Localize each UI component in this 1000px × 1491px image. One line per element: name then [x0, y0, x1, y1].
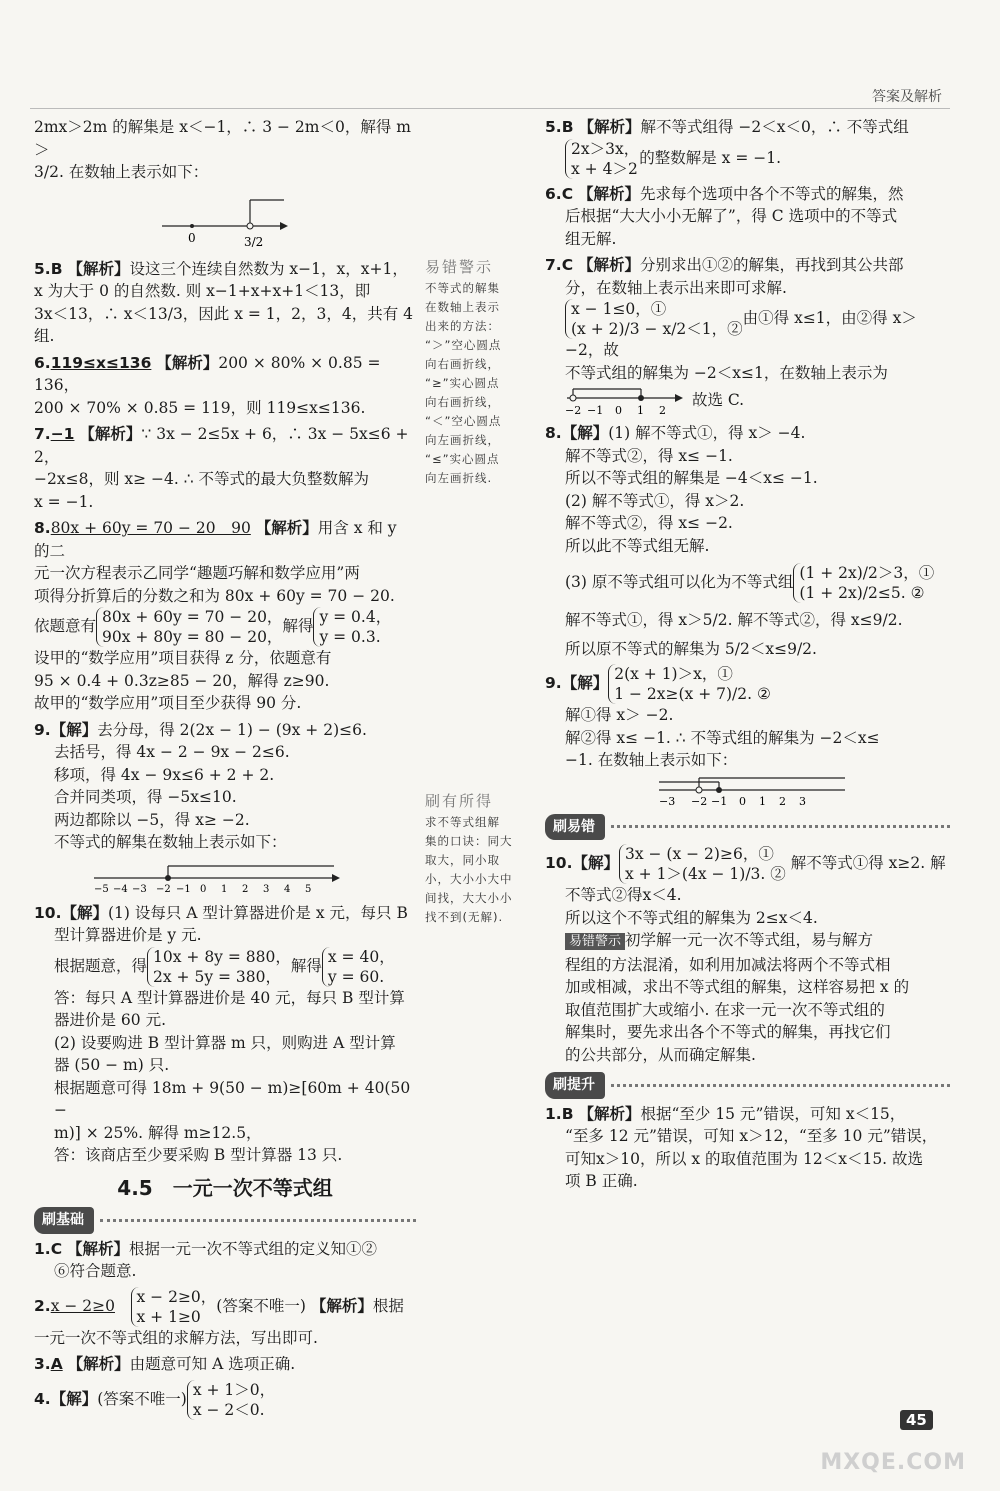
- text-line: 根据一元一次不等式组的定义知①②: [129, 1239, 378, 1258]
- question-number: 8.: [34, 519, 51, 537]
- side-note-line: 向右画折线，: [425, 357, 500, 371]
- analysis-tag: 【解析】: [578, 118, 641, 136]
- section-band: [545, 814, 950, 841]
- text-line: “至多 12 元”错误，可知 x＞12，“至多 10 元”错误，: [565, 1127, 938, 1145]
- side-note-line: “≤”实心圆点: [425, 452, 500, 466]
- text-line: (2) 设要购进 B 型计算器 m 只，则购进 A 型计算: [54, 1033, 396, 1052]
- text-line: x 为大于 0 的自然数. 则 x−1+x+x+1＜13，即: [34, 282, 371, 300]
- solution-tag: 【解】: [561, 424, 609, 442]
- analysis-tag: 【解析】: [67, 259, 130, 278]
- text-line: 用含 x 和 y 的二: [34, 519, 402, 560]
- text-line: −1. 在数轴上表示如下：: [565, 751, 738, 769]
- question-number: 1.: [34, 1239, 51, 1258]
- question-10: [545, 844, 950, 884]
- section-band: [34, 1207, 416, 1234]
- solution-tag: 【解】: [50, 720, 98, 739]
- answer: A: [50, 1355, 63, 1373]
- side-note-line: 向右画折线，: [425, 395, 500, 409]
- equation: (1 + 2x)/2＞3，①: [799, 564, 935, 582]
- equation: x + 4＞2: [571, 159, 638, 178]
- tick-label: 1: [637, 404, 644, 417]
- tick-label: −1: [587, 404, 604, 417]
- text-line: 不等式组的解集为 −2＜x≤1，在数轴上表示为: [565, 363, 888, 382]
- analysis-tag: 【解析】: [578, 1104, 641, 1123]
- equation: y = 0.3.: [319, 628, 381, 646]
- equation: y = 60.: [327, 967, 385, 986]
- section-title: 4.5 一元一次不等式组: [117, 1175, 333, 1200]
- equation-system: [545, 299, 950, 362]
- analysis-tag: 【解析】: [79, 425, 142, 443]
- text-line: 由①得 x≤1，由②得 x＞ −2，故: [565, 309, 917, 359]
- text-line: 根据: [372, 1296, 404, 1315]
- equation: 90x + 80y = 80 − 20，: [102, 628, 283, 646]
- analysis-tag: 【解析】: [67, 1239, 130, 1258]
- text-line: 3/2. 在数轴上表示如下：: [34, 163, 209, 181]
- mistake-warning-label: 易错警示: [565, 933, 625, 950]
- side-note-line: 向左画折线.: [425, 471, 493, 485]
- tick-label: 0: [739, 794, 746, 808]
- text-line: 加或相减，求出不等式组的解集，这样容易把 x 的: [565, 978, 910, 996]
- answer: −1: [50, 425, 75, 443]
- equation: 1 − 2x≥(x + 7)/2. ②: [614, 685, 771, 703]
- equation-system: [545, 139, 950, 179]
- text-label: 解得: [290, 956, 322, 975]
- question-number: 7.: [545, 256, 562, 274]
- band-divider: [611, 1084, 950, 1087]
- tick-label: −3: [132, 883, 147, 895]
- text-line: 合并同类项，得 −5x≤10.: [54, 788, 237, 806]
- section-band: [545, 1072, 950, 1099]
- tick-label: 0: [188, 230, 196, 245]
- side-note-line: 找不到(无解).: [425, 910, 504, 924]
- text-line: 取值范围扩大或缩小. 在求一元一次不等式组的: [565, 1000, 885, 1019]
- text-line: 3x＜13，∴ x＜13/3，因此 x = 1，2，3，4，共有 4 组.: [34, 304, 418, 345]
- question-number: 9.: [545, 674, 562, 692]
- analysis-tag: 【解析】: [578, 256, 641, 274]
- question-number: 6.: [545, 184, 562, 203]
- solution-tag: 【解】: [61, 903, 108, 922]
- text-label: 解得: [282, 617, 314, 635]
- text-line: 解不等式组得 −2＜x＜0，∴ 不等式组: [640, 118, 909, 136]
- tick-label: 2: [242, 883, 249, 895]
- text-line: 解不等式①，得 x＞5/2. 解不等式②，得 x≤9/2.: [565, 611, 903, 629]
- text-line: x = −1.: [34, 492, 94, 511]
- band-divider: [100, 1219, 416, 1222]
- tick-label: −5: [94, 883, 109, 895]
- note: (答案不唯一): [216, 1296, 306, 1315]
- equation: 2x＞3x，: [571, 139, 640, 158]
- text-line: 故甲的“数学应用”项目至少获得 90 分.: [34, 694, 302, 712]
- text-line: 根据题意可得 18m + 9(50 − m)≥[60m + 40(50 −: [54, 1078, 416, 1119]
- text-line: 组无解.: [565, 229, 617, 248]
- tick-label: 0: [200, 883, 207, 895]
- side-note-line: 在数轴上表示: [425, 300, 500, 314]
- text-line: 解不等式②，得 x≤ −1.: [565, 446, 733, 465]
- answer: 80x + 60y = 70 − 20 90: [50, 519, 251, 537]
- question-2: [34, 1287, 416, 1327]
- side-note-line: 取大，同小取: [425, 853, 500, 867]
- side-note-line: 出来的方法：: [425, 319, 500, 333]
- question-number: 9.: [34, 720, 51, 739]
- equation-system: [34, 607, 416, 647]
- text-line: 两边都除以 −5，得 x≥ −2.: [54, 810, 250, 829]
- text-line: 200 × 80% × 0.85 = 136，: [34, 353, 386, 394]
- equation: (x + 2)/3 − x/2＜1，②: [571, 320, 743, 338]
- tick-label: 0: [615, 404, 622, 417]
- text-line: 分，在数轴上表示出来即可求解.: [565, 278, 787, 297]
- question-number: 2.: [34, 1296, 51, 1315]
- question-number: 3.: [34, 1355, 51, 1373]
- answer: B: [561, 1104, 574, 1123]
- tick-label: −4: [113, 883, 128, 895]
- side-note-line: “＜”空心圆点: [425, 414, 502, 428]
- header-rule: [30, 108, 950, 109]
- equation-system: [565, 563, 950, 603]
- answer: C: [50, 1239, 63, 1258]
- text-line: 去括号，得 4x − 2 − 9x − 2≤6.: [54, 743, 290, 761]
- number-line-3: [565, 384, 687, 418]
- text-line: ⑥符合题意.: [54, 1262, 137, 1280]
- equation: y = 0.4，: [319, 608, 392, 626]
- number-line-1: [34, 190, 264, 252]
- tick-label: −2: [156, 883, 171, 895]
- band-label: 刷基础: [34, 1207, 94, 1234]
- question-9: [545, 664, 950, 704]
- question-number: 5.: [545, 118, 562, 136]
- side-note-title: 易错警示: [425, 258, 494, 276]
- solution-tag: 【解】: [50, 1389, 98, 1408]
- tick-label: 1: [221, 883, 228, 895]
- tick-label: 2: [779, 794, 786, 808]
- text-line: (1) 设每只 A 型计算器进价是 x 元，每只 B: [107, 903, 408, 922]
- text-line: (1) 解不等式①，得 x＞ −4.: [608, 424, 806, 442]
- text-label: 根据题意，得: [54, 956, 148, 975]
- text-line: −2x≤8，则 x≥ −4. ∴ 不等式的最大负整数解为: [34, 470, 370, 488]
- equation: x − 2＜0.: [192, 1400, 265, 1419]
- number-line-row: [545, 384, 950, 418]
- text-line: 根据“至少 15 元”错误，可知 x＜15，: [640, 1104, 906, 1123]
- text-line: 200 × 70% × 0.85 = 119，则 119≤x≤136.: [34, 398, 366, 417]
- answer: B: [561, 118, 574, 136]
- text-line: 器进价是 60 元.: [54, 1011, 167, 1029]
- equation: 10x + 8y = 880，: [153, 947, 291, 966]
- text-line: 去分母，得 2(2x − 1) − (9x + 2)≤6.: [97, 720, 367, 739]
- side-note-line: 小，大小小大中: [425, 872, 513, 886]
- equation: x − 2≥0，: [136, 1287, 217, 1306]
- analysis-tag: 【解析】: [310, 1296, 373, 1315]
- text-line: 解①得 x＞ −2.: [565, 706, 674, 724]
- equation: x + 1≥0: [136, 1307, 201, 1326]
- text-line: 项得分折算后的分数之和为 80x + 60y = 70 − 20.: [34, 586, 395, 605]
- equation: x − 1≤0，①: [571, 300, 667, 318]
- text-line: m)] × 25%. 解得 m≥12.5，: [54, 1123, 262, 1142]
- question-number: 10.: [545, 854, 573, 872]
- equation-system: [54, 947, 416, 987]
- text-line: ∵ 3x − 2≤5x + 6，∴ 3x − 5x≤6 + 2，: [34, 425, 414, 466]
- solution-tag: 【解】: [561, 674, 609, 692]
- tick-label: −2: [565, 404, 582, 417]
- text-line: 解不等式①得 x≥2. 解: [790, 854, 946, 872]
- side-note-line: 集的口诀：同大: [425, 834, 513, 848]
- text-line: 解②得 x≤ −1. ∴ 不等式组的解集为 −2＜x≤: [565, 728, 880, 747]
- text-line: 设这三个连续自然数为 x−1，x，x+1，: [129, 259, 408, 278]
- text-line: 由题意可知 A 选项正确.: [129, 1355, 296, 1373]
- text-line: 移项，得 4x − 9x≤6 + 2 + 2.: [54, 765, 275, 784]
- tick-label: −2: [691, 794, 708, 808]
- question-number: 7.: [34, 425, 51, 443]
- text-line: 项 B 正确.: [565, 1172, 638, 1190]
- tick-label: 3: [263, 883, 270, 895]
- text-line: 器 (50 − m) 只.: [54, 1056, 170, 1074]
- page-number: 45: [900, 1410, 933, 1430]
- side-note-title: 刷有所得: [425, 792, 494, 810]
- text-line: 分别求出①②的解集，再找到其公共部: [640, 256, 904, 274]
- text-line: 一元一次不等式组的求解方法，写出即可.: [34, 1328, 318, 1347]
- question-number: 10.: [34, 903, 62, 922]
- side-note-line: 间找，大大小小: [425, 891, 513, 905]
- text-line: 答：每只 A 型计算器进价是 40 元，每只 B 型计算: [54, 988, 405, 1007]
- tick-label: 1: [759, 794, 766, 808]
- side-note-line: 求不等式组解: [425, 815, 500, 829]
- text-line: 解集时，要先求出各个不等式的解集，再找它们: [565, 1023, 891, 1041]
- band-divider: [611, 825, 950, 828]
- text-line: 初学解一元一次不等式组，易与解方: [625, 931, 874, 949]
- number-line-2: [90, 860, 350, 896]
- equation: x + 1＞0，: [192, 1380, 276, 1399]
- note: (答案不唯一): [97, 1389, 187, 1408]
- text-line: 型计算器进价是 y 元.: [54, 926, 202, 944]
- equation: 2(x + 1)＞x，①: [614, 665, 733, 683]
- analysis-tag: 【解析】: [156, 353, 219, 372]
- answer: C: [561, 184, 574, 203]
- question-4: [34, 1380, 416, 1420]
- band-label: 刷易错: [545, 814, 605, 841]
- text-line: 不等式的解集在数轴上表示如下：: [54, 833, 287, 851]
- running-header: 答案及解析: [872, 89, 942, 105]
- equation: (1 + 2x)/2≤5. ②: [799, 584, 925, 602]
- text-line: 所以不等式组的解集是 −4＜x≤ −1.: [565, 469, 818, 487]
- tick-label: −3: [659, 794, 676, 808]
- text-line: 所以原不等式的解集为 5/2＜x≤9/2.: [565, 639, 817, 658]
- text-line: 95 × 0.4 + 0.3z≥85 − 20，解得 z≥90.: [34, 671, 330, 690]
- answer: 119≤x≤136: [50, 353, 152, 372]
- side-note-takeaway: [425, 792, 537, 927]
- text-line: 的公共部分，从而确定解集.: [565, 1045, 756, 1064]
- equation: 80x + 60y = 70 − 20，: [102, 608, 283, 626]
- text-line: 的整数解是 x = −1.: [639, 148, 782, 167]
- question-number: 5.: [34, 259, 51, 278]
- side-note-line: “＞”空心圆点: [425, 338, 502, 352]
- text-line: (3) 原不等式组可以化为不等式组: [565, 573, 794, 591]
- text-line: 后根据“大大小小无解了”，得 C 选项中的不等式: [565, 207, 898, 225]
- question-number: 4.: [34, 1389, 51, 1408]
- text-line: 元一次方程表示乙同学“趣题巧解和数学应用”两: [34, 564, 360, 582]
- tick-label: 2: [659, 404, 666, 417]
- text-line: 2mx＞2m 的解集是 x＜−1，∴ 3 − 2m＜0，解得 m＞: [34, 118, 411, 159]
- tick-label: 5: [305, 883, 312, 895]
- text-line: 故选 C.: [691, 391, 745, 409]
- question-number: 1.: [545, 1104, 562, 1123]
- equation: 3x − (x − 2)≥6，①: [624, 845, 774, 863]
- right-column: [545, 116, 950, 1193]
- site-watermark: MXQE.COM: [820, 1450, 966, 1475]
- text-line: 可知x＞10，所以 x 的取值范围为 12＜x＜15. 故选: [565, 1149, 924, 1168]
- tick-label: −1: [176, 883, 191, 895]
- answer: B: [50, 259, 63, 278]
- text-line: 所以此不等式组无解.: [565, 536, 710, 555]
- answer: C: [561, 256, 574, 274]
- side-note-line: 向左画折线，: [425, 433, 500, 447]
- tick-label: 3: [799, 794, 806, 808]
- tick-label: 3/2: [244, 234, 264, 249]
- text-line: 不等式②得x＜4.: [565, 886, 682, 904]
- text-line: 设甲的“数学应用”项目获得 z 分，依题意有: [34, 649, 332, 667]
- equation: x + 1＞(4x − 1)/3. ②: [624, 865, 786, 883]
- analysis-tag: 【解析】: [255, 519, 318, 537]
- tick-label: 4: [284, 883, 291, 895]
- text-line: 所以这个不等式组的解集为 2≤x＜4.: [565, 908, 818, 927]
- equation: 2x + 5y = 380，: [153, 967, 282, 986]
- text-line: 先求每个选项中各个不等式的解集，然: [640, 184, 904, 203]
- question-number: 6.: [34, 353, 51, 372]
- side-note-line: “≥”实心圆点: [425, 376, 500, 390]
- analysis-tag: 【解析】: [67, 1355, 130, 1373]
- text-line: (2) 解不等式①，得 x＞2.: [565, 491, 745, 510]
- analysis-tag: 【解析】: [578, 184, 641, 203]
- equation: x = 40，: [327, 947, 395, 966]
- answer: x − 2≥0: [50, 1296, 115, 1315]
- number-line-4: [655, 774, 855, 808]
- text-line: 程组的方法混淆，如利用加减法将两个不等式相: [565, 955, 891, 974]
- text-line: 答：该商店至少要采购 B 型计算器 13 只.: [54, 1146, 343, 1164]
- side-note-mistake-warning: [425, 258, 537, 488]
- text-label: 依题意有: [34, 617, 97, 635]
- text-line: 解不等式②，得 x≤ −2.: [565, 514, 733, 532]
- band-label: 刷提升: [545, 1072, 605, 1099]
- solution-tag: 【解】: [572, 854, 619, 872]
- side-note-line: 不等式的解集: [425, 281, 500, 295]
- tick-label: −1: [711, 794, 728, 808]
- question-number: 8.: [545, 424, 562, 442]
- left-column: [34, 116, 416, 1420]
